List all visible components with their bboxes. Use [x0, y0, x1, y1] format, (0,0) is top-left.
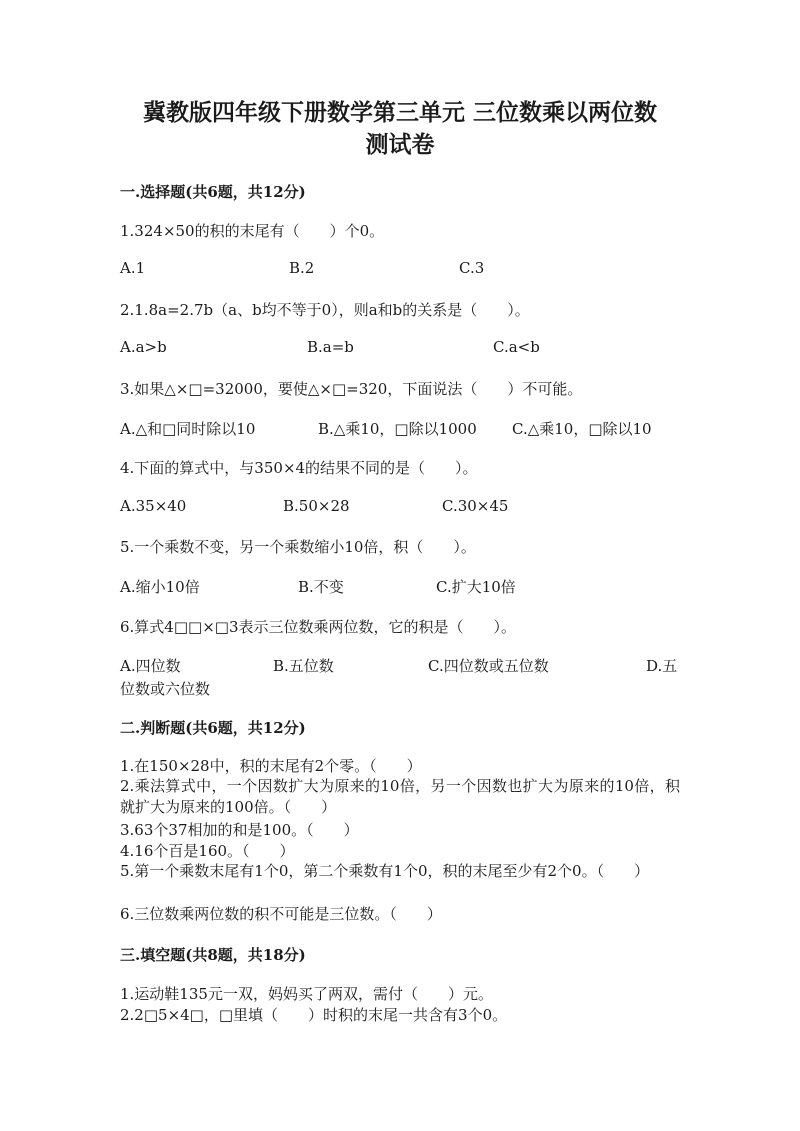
- q6-option-b[interactable]: B.五位数: [273, 657, 334, 675]
- question-1: 1.324×50的积的末尾有（ ）个0。: [120, 222, 385, 240]
- question-2: 2.1.8a=2.7b（a、b均不等于0），则a和b的关系是（ ）。: [120, 301, 530, 319]
- q6-option-d[interactable]: D.五位数或六位数: [120, 657, 678, 698]
- question-4: 4.下面的算式中，与350×4的结果不同的是（ ）。: [120, 459, 478, 477]
- tf-item-1: 1.在150×28中，积的末尾有2个零。（ ）: [120, 757, 422, 775]
- fill-item-1: 1.运动鞋135元一双，妈妈买了两双，需付（ ）元。: [120, 985, 493, 1003]
- section-heading-fill-blank: 三.填空题(共8题，共18分): [120, 946, 306, 964]
- q5-option-c[interactable]: C.扩大10倍: [436, 578, 516, 596]
- tf-item-2: 2.乘法算式中，一个因数扩大为原来的10倍，另一个因数也扩大为原来的10倍，积就扩大为原来的100倍。（ ）: [120, 777, 680, 816]
- q1-option-a[interactable]: A.1: [120, 259, 146, 277]
- question-3: 3.如果△×□=32000，要使△×□=320，下面说法（ ）不可能。: [120, 380, 583, 398]
- section-heading-choice: 一.选择题(共6题，共12分): [120, 183, 306, 201]
- question-6: 6.算式4□□×□3表示三位数乘两位数，它的积是（ ）。: [120, 618, 516, 636]
- fill-item-2: 2.2□5×4□，□里填（ ）时积的末尾一共含有3个0。: [120, 1006, 508, 1024]
- q4-option-a[interactable]: A.35×40: [120, 497, 187, 515]
- tf-item-6: 6.三位数乘两位数的积不可能是三位数。（ ）: [120, 905, 442, 923]
- q5-option-b[interactable]: B.不变: [298, 578, 344, 596]
- q6-option-a[interactable]: A.四位数: [120, 657, 181, 675]
- tf-item-3: 3.63个37相加的和是100。（ ）: [120, 821, 359, 839]
- tf-item-5: 5.第一个乘数末尾有1个0，第二个乘数有1个0，积的末尾至少有2个0。（ ）: [120, 862, 650, 880]
- q6-options: [120, 655, 680, 701]
- question-5: 5.一个乘数不变，另一个乘数缩小10倍，积（ ）。: [120, 538, 476, 556]
- q3-option-a[interactable]: A.△和□同时除以10: [120, 420, 256, 438]
- q3-option-c[interactable]: C.△乘10，□除以10: [512, 420, 652, 438]
- q2-option-c[interactable]: C.a<b: [493, 338, 540, 356]
- q6-option-c[interactable]: C.四位数或五位数: [428, 657, 549, 675]
- page-title-line2: 测试卷: [365, 131, 435, 158]
- tf-item-4: 4.16个百是160。（ ）: [120, 842, 295, 860]
- q4-option-b[interactable]: B.50×28: [283, 497, 350, 515]
- q4-option-c[interactable]: C.30×45: [442, 497, 509, 515]
- q2-option-a[interactable]: A.a>b: [120, 338, 167, 356]
- section-heading-true-false: 二.判断题(共6题，共12分): [120, 719, 306, 737]
- q5-option-a[interactable]: A.缩小10倍: [120, 578, 200, 596]
- q2-option-b[interactable]: B.a=b: [307, 338, 354, 356]
- q1-option-c[interactable]: C.3: [459, 259, 485, 277]
- q1-option-b[interactable]: B.2: [289, 259, 315, 277]
- q3-option-b[interactable]: B.△乘10，□除以1000: [318, 420, 477, 438]
- page-title-line1: 冀教版四年级下册数学第三单元 三位数乘以两位数: [142, 99, 657, 126]
